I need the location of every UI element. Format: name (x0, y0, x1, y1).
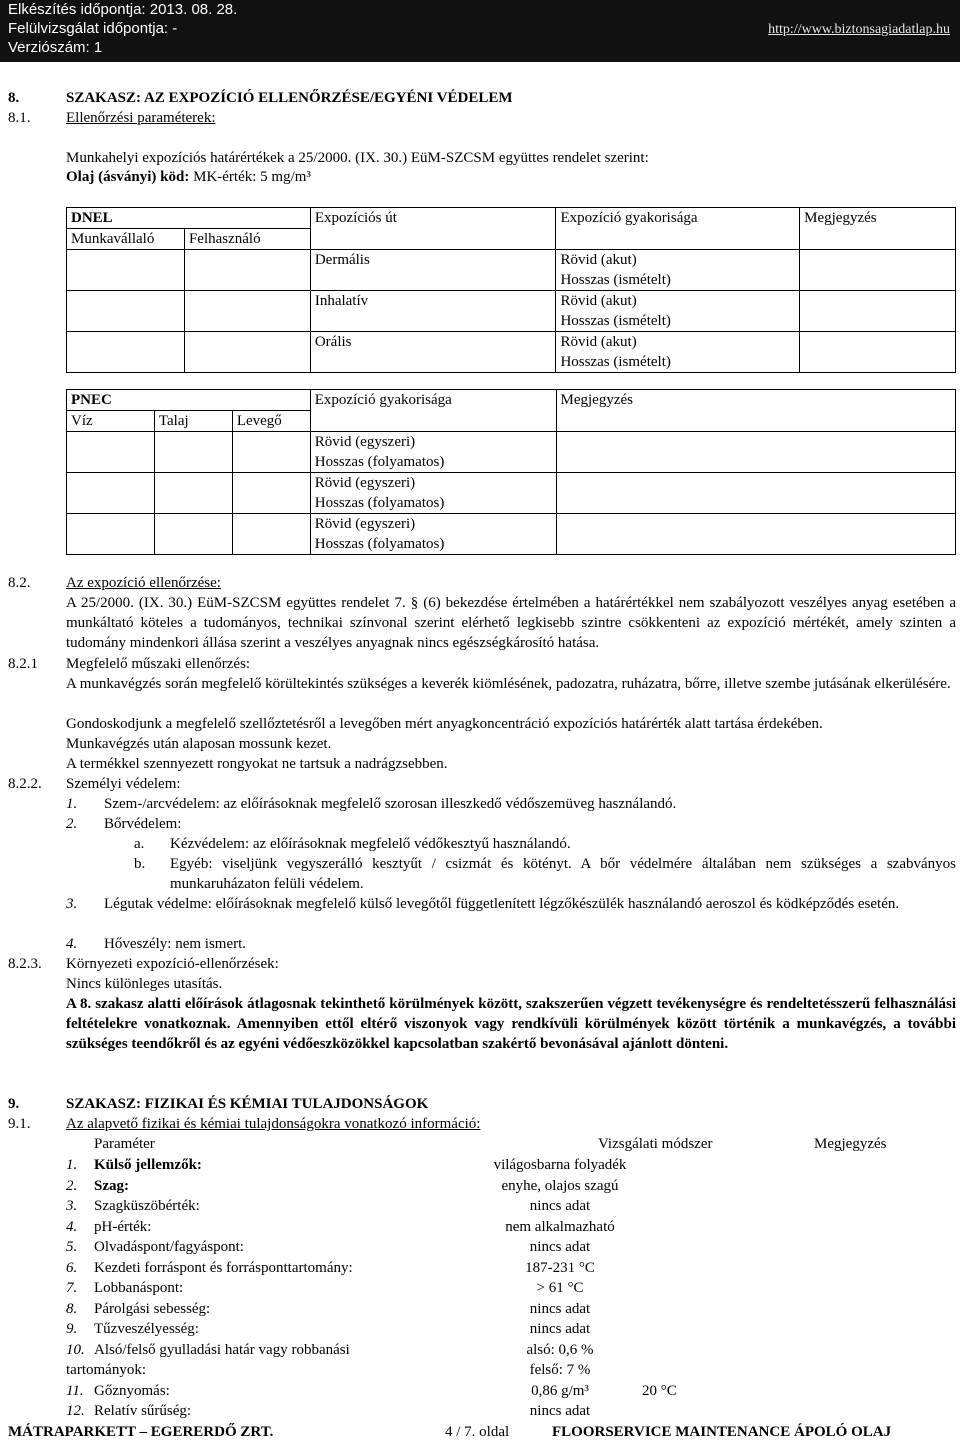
dnel-col-note: Megjegyzés (800, 208, 956, 250)
property-number: 3. (66, 1198, 78, 1214)
pnec-table (66, 389, 956, 555)
property-number: 7. (66, 1280, 78, 1296)
section-8-2-title: Az expozíció ellenőrzése: (66, 575, 221, 591)
property-value: nincs adat (529, 1403, 591, 1419)
pnec-freq: Rövid (egyszeri) Hosszas (folyamatos) (310, 432, 556, 473)
section-8-1-number: 8.1. (8, 110, 31, 126)
property-label: Szag: (94, 1177, 129, 1194)
footer-page: 4 / 7. oldal (445, 1424, 510, 1440)
property-row (66, 1340, 946, 1360)
dnel-title: DNEL (67, 208, 311, 229)
property-row (66, 1360, 946, 1380)
property-number: 6. (66, 1259, 78, 1276)
property-value: nincs adat (529, 1321, 591, 1337)
property-value: > 61 °C (536, 1280, 584, 1296)
col-param: Paraméter (94, 1136, 155, 1152)
dnel-freq: Rövid (akut) Hosszas (ismételt) (556, 332, 800, 373)
pnec-col-freq: Expozíció gyakorisága (310, 390, 556, 432)
dnel-freq: Rövid (akut) Hosszas (ismételt) (556, 291, 800, 332)
pnec-col-note: Megjegyzés (556, 390, 956, 432)
table-row (67, 514, 956, 555)
section-8-2-text: A 25/2000. (IX. 30.) EüM-SZCSM együttes rendelet 7. § (6) bekezdése értelmében a határértékkel nem szabályozott veszélyes anyag esetében a munkáltató köteles a tudományos, technikai színvonal szerint elérhető legkisebb szintre csökkenteni az expozíció mértékét, amely szinten a tudomány mindenkori állása szerint a veszélyes anyagnak nincs egészségkárosító hatása. (66, 595, 956, 651)
property-row (66, 1381, 946, 1401)
property-row (66, 1176, 946, 1196)
version: Verziószám: 1 (8, 39, 103, 56)
property-label: Relatív sűrűség: (94, 1403, 192, 1419)
review-date: Felülvizsgálat időpontja: - (8, 20, 178, 37)
section-9-1-title: Az alapvető fizikai és kémiai tulajdonságokra vonatkozó információ: (66, 1116, 481, 1132)
property-number: 12. (66, 1403, 85, 1419)
property-value: nincs adat (529, 1239, 591, 1255)
section-8-2-2-number: 8.2.2. (8, 776, 42, 792)
property-number: 11. (66, 1382, 84, 1399)
dnel-route: Inhalatív (310, 291, 556, 332)
section-8-2-1-p2: Gondoskodjunk a megfelelő szellőztetésről a levegőben mért anyagkoncentráció expozíciós határérték alatt tartása érdekében. (66, 716, 823, 732)
col-note: Megjegyzés (814, 1136, 887, 1152)
oil-value: MK-érték: 5 mg/m³ (189, 169, 311, 185)
property-value: nem alkalmazható (505, 1218, 615, 1235)
list-item-number: 1. (66, 796, 78, 812)
sub-item: Egyéb: viseljünk vegyszerálló kesztyűt / csizmát és kötényt. A bőr védelmére általában nem szükséges a szabványos munkaruházaton felüli védelem. (170, 856, 956, 892)
pnec-freq: Rövid (egyszeri) Hosszas (folyamatos) (310, 514, 556, 555)
list-item-number: 4. (66, 936, 78, 952)
property-value: világosbarna folyadék (493, 1157, 627, 1173)
property-row (66, 1155, 946, 1175)
section-8-2-1-p4: A termékkel szennyezett rongyokat ne tartsuk a nadrágzsebben. (66, 756, 448, 772)
property-number: 2. (66, 1177, 78, 1194)
list-item: Légutak védelme: előírásoknak megfelelő külső levegőtől függetlenített légzőkészülék használandó aeroszol és ködképződés esetén. (104, 896, 900, 912)
property-label: Lobbanáspont: (94, 1280, 184, 1296)
property-number: 9. (66, 1321, 78, 1337)
oil-label: Olaj (ásványi) köd: (66, 169, 190, 185)
property-label: Alsó/felső gyulladási határ vagy robbanási (94, 1341, 350, 1358)
footer (0, 1422, 960, 1442)
property-row (66, 1258, 946, 1278)
property-row (66, 1401, 946, 1421)
pnec-water: Víz (67, 411, 155, 432)
property-label: Tűzveszélyesség: (94, 1321, 199, 1337)
section-8-2-3-number: 8.2.3. (8, 956, 42, 972)
dnel-user: Felhasználó (184, 229, 310, 250)
property-method: 20 °C (642, 1382, 677, 1399)
footer-product: FLOORSERVICE MAINTENANCE ÁPOLÓ OLAJ (552, 1424, 892, 1440)
property-label: Kezdeti forráspont és forrásponttartomány: (94, 1259, 353, 1276)
property-label: Gőznyomás: (94, 1382, 170, 1399)
property-value: 0,86 g/m³ (531, 1382, 589, 1399)
footer-company: MÁTRAPARKETT – EGERERDŐ ZRT. (8, 1424, 274, 1440)
table-row (67, 250, 956, 291)
property-number: 5. (66, 1239, 78, 1255)
property-label: pH-érték: (94, 1218, 152, 1235)
property-label: Szagküszöbérték: (94, 1198, 200, 1214)
table-row (67, 432, 956, 473)
section-8-2-1-number: 8.2.1 (8, 656, 38, 672)
table-row (67, 473, 956, 514)
dnel-freq: Rövid (akut) Hosszas (ismételt) (556, 250, 800, 291)
section-8-2-3-text: Nincs különleges utasítás. (66, 976, 223, 992)
dnel-route: Dermális (310, 250, 556, 291)
pnec-title: PNEC (67, 390, 311, 411)
section-9-1-number: 9.1. (8, 1116, 31, 1132)
website-link[interactable]: http://www.biztonsagiadatlap.hu (768, 22, 950, 37)
section-8-2-2-title: Személyi védelem: (66, 776, 181, 792)
section-8-number: 8. (8, 90, 20, 106)
section-8-2-1-p3: Munkavégzés után alaposan mossunk kezet. (66, 736, 332, 752)
dnel-worker: Munkavállaló (67, 229, 185, 250)
limits-line: Munkahelyi expozíciós határértékek a 25/2000. (IX. 30.) EüM-SZCSM együttes rendelet szerint: (66, 150, 649, 166)
property-number: 10. (66, 1341, 85, 1358)
property-row (66, 1278, 946, 1298)
section-8-1-title: Ellenőrzési paraméterek: (66, 110, 216, 126)
sub-item: Kézvédelem: az előírásoknak megfelelő védőkesztyű használandó. (170, 836, 571, 852)
property-row (66, 1217, 946, 1237)
property-value: nincs adat (529, 1198, 591, 1214)
property-label: tartományok: (66, 1362, 146, 1378)
section-9-number: 9. (8, 1096, 20, 1112)
property-label: Olvadáspont/fagyáspont: (94, 1239, 244, 1255)
property-value: enyhe, olajos szagú (501, 1177, 619, 1194)
list-item: Bőrvédelem: (104, 816, 182, 832)
section-8-title: SZAKASZ: AZ EXPOZÍCIÓ ELLENŐRZÉSE/EGYÉNI VÉDELEM (66, 90, 513, 106)
property-number: 1. (66, 1157, 78, 1173)
property-value: felső: 7 % (529, 1362, 591, 1378)
list-item-number: 2. (66, 816, 78, 832)
property-value: alsó: 0,6 % (526, 1341, 594, 1358)
table-row (67, 291, 956, 332)
property-row (66, 1319, 946, 1339)
property-number: 8. (66, 1300, 78, 1317)
section-8-2-3-title: Környezeti expozíció-ellenőrzések: (66, 956, 279, 972)
property-row (66, 1299, 946, 1319)
section-8-2-3-note: A 8. szakasz alatti előírások átlagosnak tekinthető körülmények között, szakszerűen végzett tevékenységre és rendeltetésszerű felhasználási feltételekre vonatkoznak. Amennyiben ettől eltérő viszonyok vagy rendkívüli körülmények között történik a munkavégzés, a további szükséges teendőkről és az egyéni védőeszközökkel kapcsolatban szakértő bevonásával ajánlott dönteni. (66, 996, 956, 1052)
dnel-table (66, 207, 956, 373)
dnel-route: Orális (310, 332, 556, 373)
list-item-number: 3. (66, 896, 78, 912)
pnec-soil: Talaj (154, 411, 232, 432)
section-8-2-1-p1: A munkavégzés során megfelelő körültekintés szükséges a keverék kiömlésének, padozatra, ruházatra, bőrre, illetve szembe jutásának elkerülésére. (66, 676, 951, 692)
list-item: Hőveszély: nem ismert. (104, 936, 247, 952)
property-row (66, 1196, 946, 1216)
sub-item-letter: b. (134, 856, 146, 872)
sub-item-letter: a. (134, 836, 145, 852)
property-label: Külső jellemzők: (94, 1157, 202, 1173)
section-8-2-number: 8.2. (8, 575, 31, 591)
section-8-2-1-title: Megfelelő műszaki ellenőrzés: (66, 656, 251, 672)
property-value: nincs adat (529, 1300, 591, 1317)
property-value: 187-231 °C (525, 1259, 595, 1276)
pnec-freq: Rövid (egyszeri) Hosszas (folyamatos) (310, 473, 556, 514)
property-label: Párolgási sebesség: (94, 1300, 211, 1317)
made-date: Elkészítés időpontja: 2013. 08. 28. (8, 1, 238, 18)
col-method: Vizsgálati módszer (598, 1136, 713, 1152)
oil-limit (66, 167, 311, 187)
dnel-col-route: Expozíciós út (310, 208, 556, 250)
list-item: Szem-/arcvédelem: az előírásoknak megfelelő szorosan illeszkedő védőszemüveg használandó. (104, 796, 677, 812)
property-row (66, 1237, 946, 1257)
dnel-col-freq: Expozíció gyakorisága (556, 208, 800, 250)
pnec-air: Levegő (232, 411, 310, 432)
section-9-title: SZAKASZ: FIZIKAI ÉS KÉMIAI TULAJDONSÁGOK (66, 1096, 429, 1112)
property-number: 4. (66, 1218, 78, 1235)
table-row (67, 332, 956, 373)
